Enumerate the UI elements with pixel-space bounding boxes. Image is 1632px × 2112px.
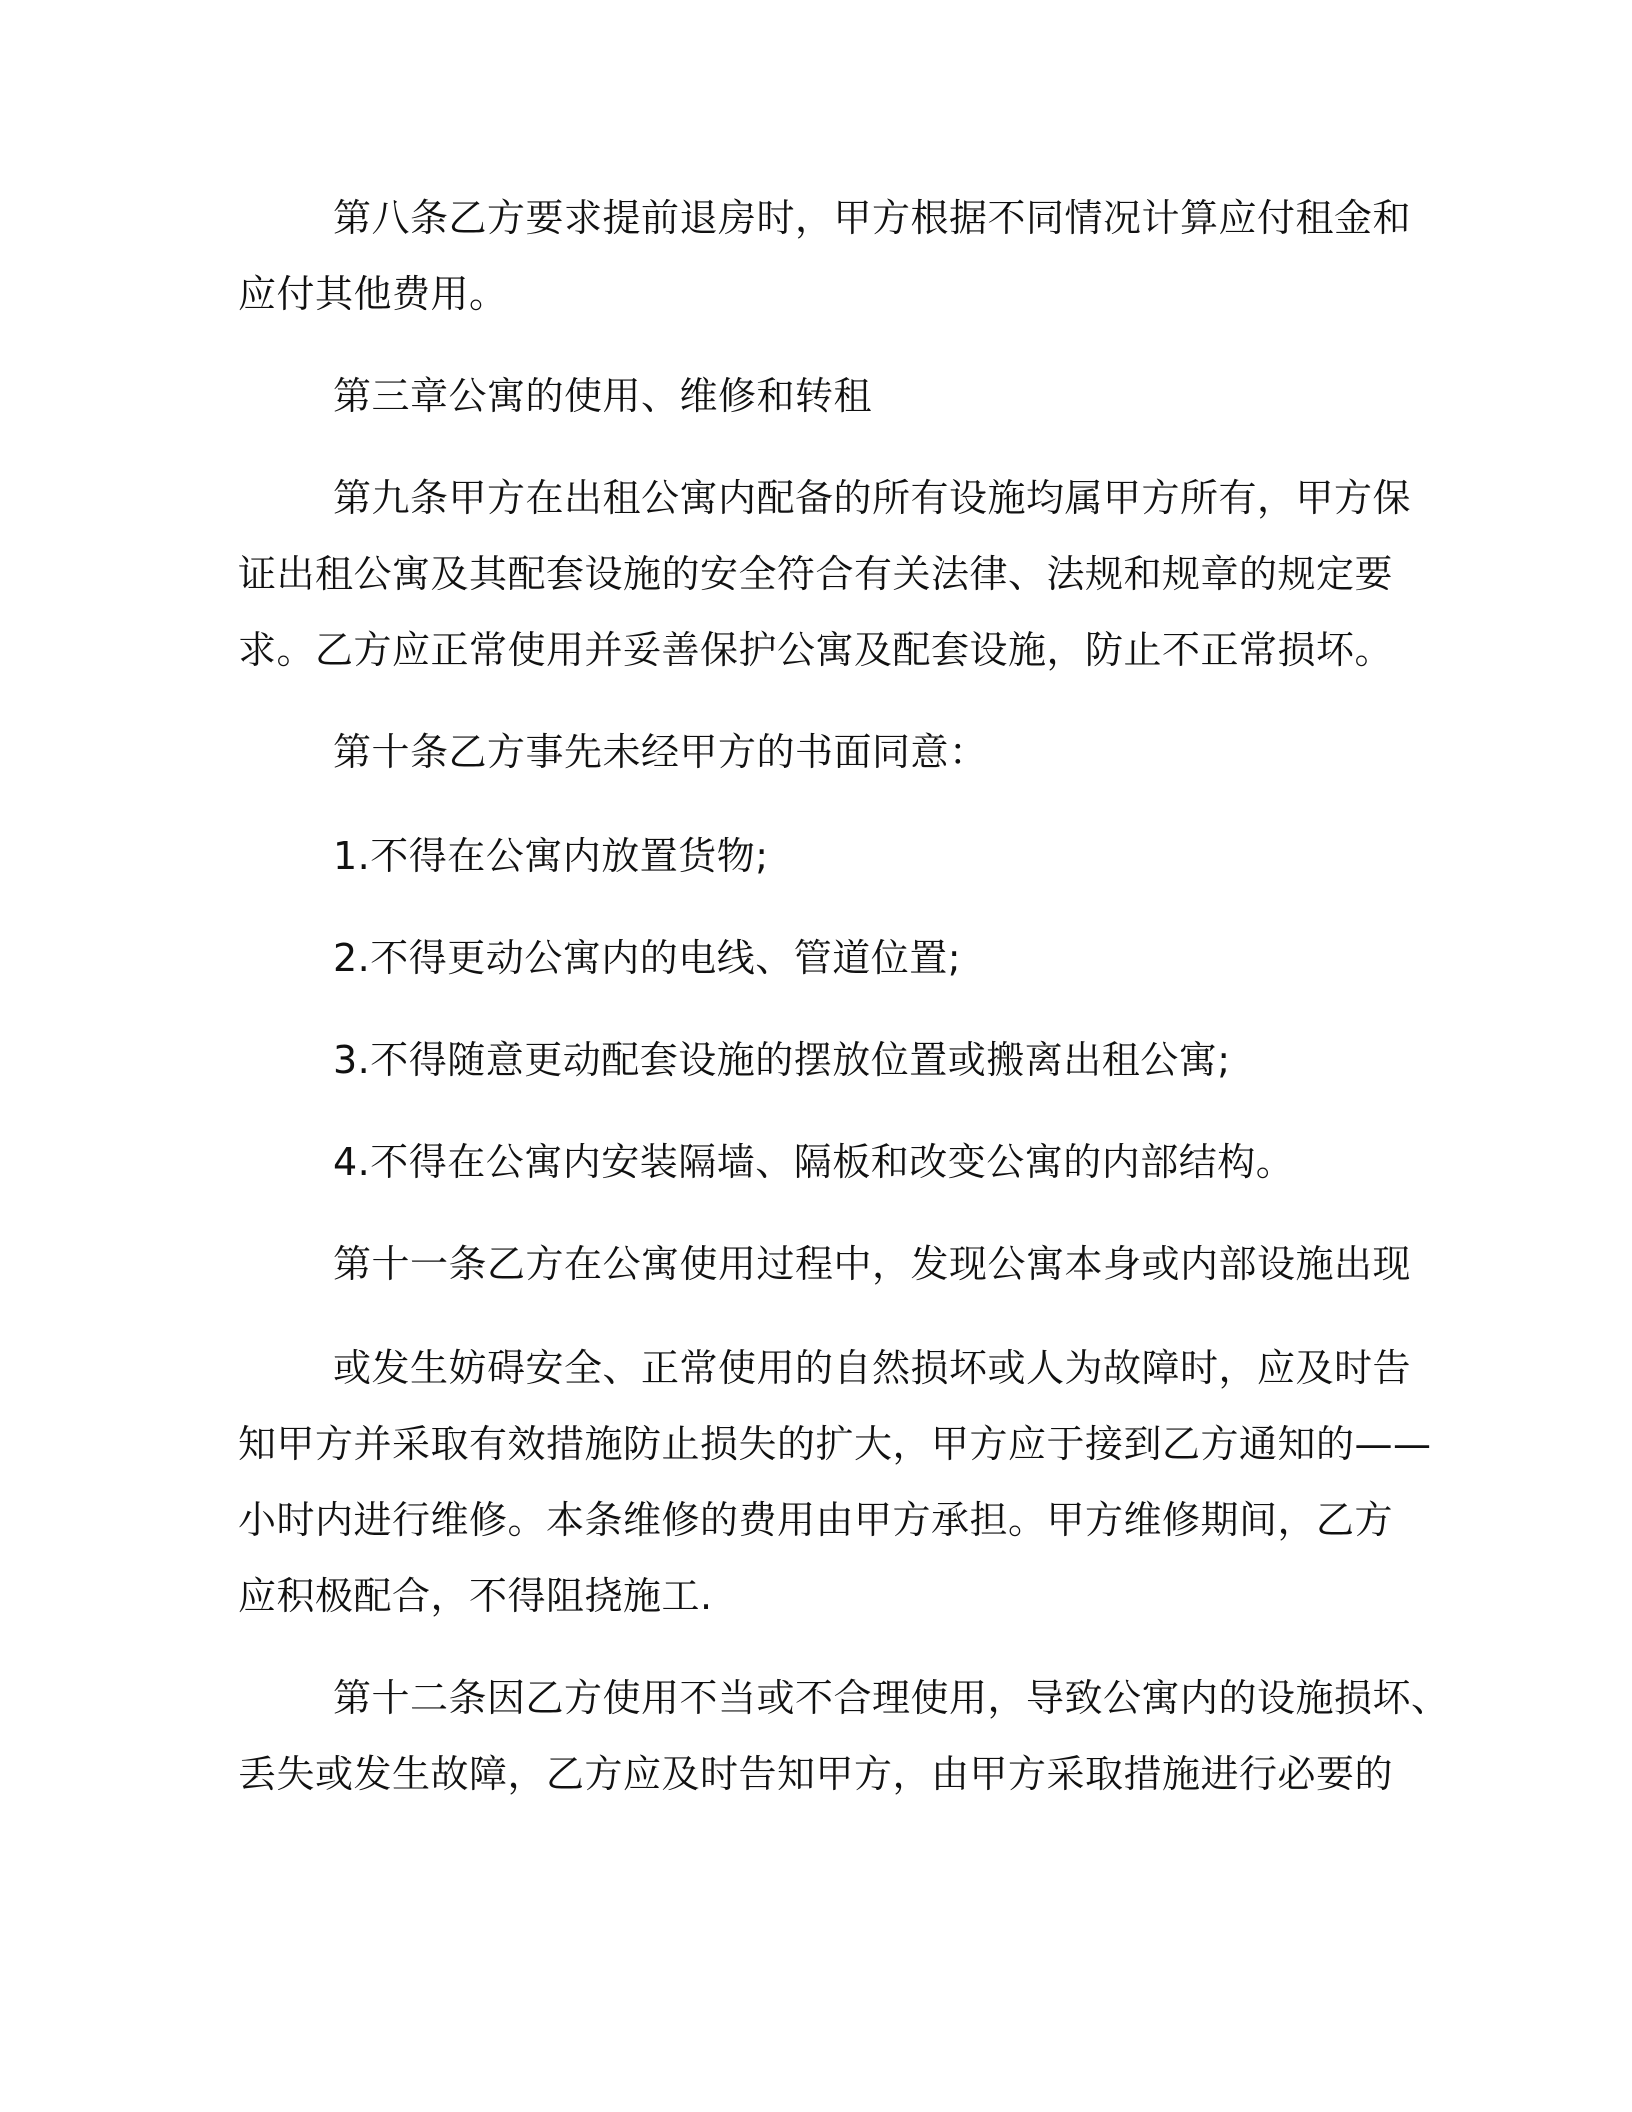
list-item-2: 2.不得更动公寓内的电线、管道位置; — [333, 936, 962, 980]
article-11-line-4: 小时内进行维修。本条维修的费用由甲方承担。甲方维修期间，乙方 — [238, 1498, 1394, 1542]
article-9-line-3: 求。乙方应正常使用并妥善保护公寓及配套设施，防止不正常损坏。 — [238, 628, 1394, 672]
article-11-line-1: 第十一条乙方在公寓使用过程中，发现公寓本身或内部设施出现 — [333, 1242, 1412, 1286]
article-9-line-1: 第九条甲方在出租公寓内配备的所有设施均属甲方所有，甲方保 — [333, 476, 1412, 520]
article-11-line-5: 应积极配合，不得阻挠施工. — [238, 1574, 713, 1618]
article-11-line-2: 或发生妨碍安全、正常使用的自然损坏或人为故障时，应及时告 — [333, 1346, 1412, 1390]
list-item-1: 1.不得在公寓内放置货物; — [333, 834, 769, 878]
article-11-line-3: 知甲方并采取有效措施防止损失的扩大，甲方应于接到乙方通知的—— — [238, 1422, 1432, 1466]
list-item-4: 4.不得在公寓内安装隔墙、隔板和改变公寓的内部结构。 — [333, 1140, 1295, 1184]
list-item-3: 3.不得随意更动配套设施的摆放位置或搬离出租公寓; — [333, 1038, 1231, 1082]
chapter-3-heading: 第三章公寓的使用、维修和转租 — [333, 374, 873, 418]
article-10-intro: 第十条乙方事先未经甲方的书面同意： — [333, 730, 988, 774]
article-8-line-2: 应付其他费用。 — [238, 272, 508, 316]
article-9-line-2: 证出租公寓及其配套设施的安全符合有关法律、法规和规章的规定要 — [238, 552, 1394, 596]
article-12-line-2: 丢失或发生故障，乙方应及时告知甲方，由甲方采取措施进行必要的 — [238, 1752, 1394, 1796]
article-8-line-1: 第八条乙方要求提前退房时，甲方根据不同情况计算应付租金和 — [333, 196, 1412, 240]
article-12-line-1: 第十二条因乙方使用不当或不合理使用，导致公寓内的设施损坏、 — [333, 1676, 1450, 1720]
